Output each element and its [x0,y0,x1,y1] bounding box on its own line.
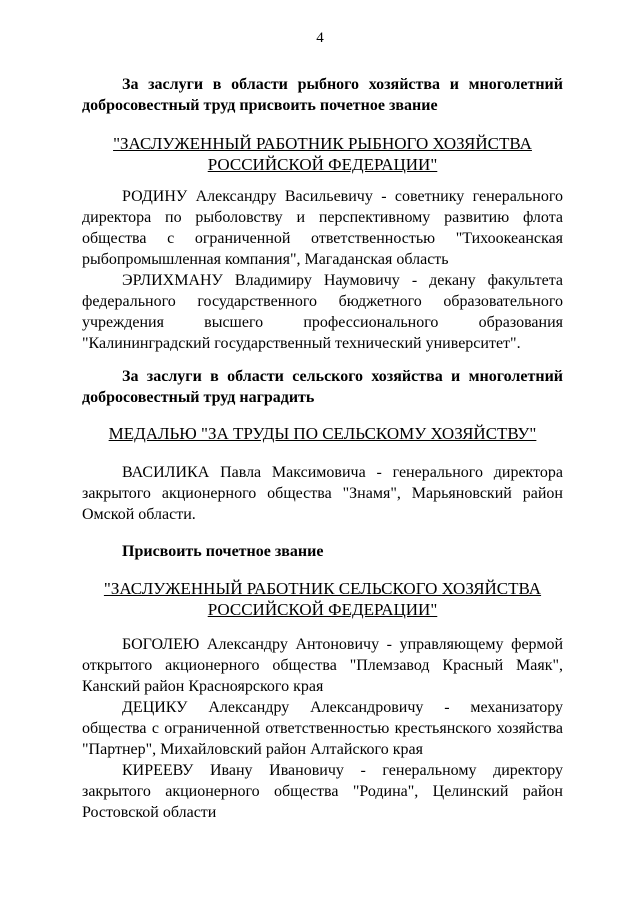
section-1-intro: За заслуги в области рыбного хозяйства и многолетний добросовестный труд присвоить почетное звание [82,76,563,114]
section-3-intro: Присвоить почетное звание [122,543,324,560]
entry-vasilik: ВАСИЛИКА Павла Максимовича - генерального директора закрытого акционерного общества "Знамя", Марьяновский район Омской области. [82,464,563,523]
page-number: 4 [316,30,324,46]
section-1-title-line-1: "ЗАСЛУЖЕННЫЙ РАБОТНИК РЫБНОГО ХОЗЯЙСТВА [113,134,532,153]
section-2-intro: За заслуги в области сельского хозяйства и многолетний добросовестный труд наградить [82,368,563,406]
section-3-title-line-1: "ЗАСЛУЖЕННЫЙ РАБОТНИК СЕЛЬСКОГО ХОЗЯЙСТВА [103,579,542,598]
section-1-entries [82,186,563,354]
section-3-title-line-2: РОССИЙСКОЙ ФЕДЕРАЦИИ" [207,600,438,619]
section-3-entries [82,634,563,823]
section-2-title-line-1: МЕДАЛЬЮ "ЗА ТРУДЫ ПО СЕЛЬСКОМУ ХОЗЯЙСТВУ" [108,424,537,443]
section-2-title [82,423,563,444]
entry-detsik: ДЕЦИКУ Александру Александровичу - механизатору общества с ограниченной ответственностью крестьянского хозяйства "Партнер", Михайловский район Алтайского края [82,699,563,758]
section-1-title [82,133,563,175]
section-2-entries [82,462,563,525]
section-1-title-line-2: РОССИЙСКОЙ ФЕДЕРАЦИИ" [207,155,438,174]
entry-bogoley: БОГОЛЕЮ Александру Антоновичу - управляющему фермой открытого акционерного общества "Племзавод Красный Маяк", Канский район Красноярского края [82,636,563,695]
section-3-title [82,578,563,620]
entry-rodin: РОДИНУ Александру Васильевичу - советнику генерального директора по рыболовству и перспективному развитию флота общества с ограниченной ответственностью "Тихоокеанская рыбопромышленная компания", Магаданская область [82,188,563,268]
entry-erlikhman: ЭРЛИХМАНУ Владимиру Наумовичу - декану факультета федерального государственного бюджетного образовательного учреждения высшего профессионального образования "Калининградский государственный технический университет". [82,272,563,352]
entry-kireev: КИРЕЕВУ Ивану Ивановичу - генеральному директору закрытого акционерного общества "Родина", Целинский район Ростовской области [82,762,563,821]
